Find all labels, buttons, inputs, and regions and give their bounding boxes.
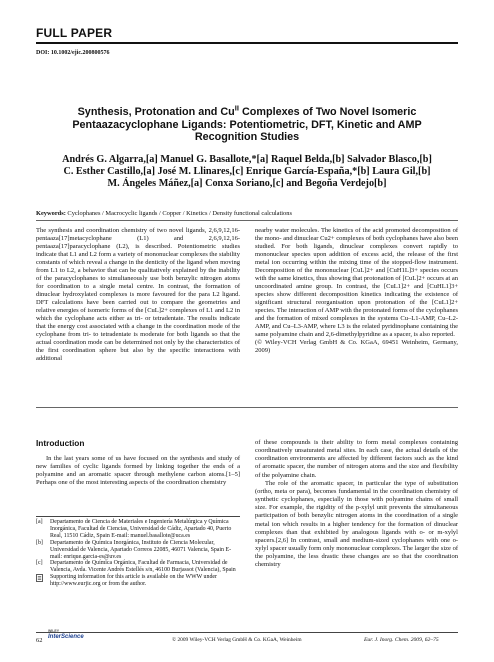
author-list <box>40 154 454 191</box>
section-rule <box>36 407 458 408</box>
intro-paragraph-2: The role of the aromatic spacer, in particular the type of substitution (ortho, meta or para), becomes fundamental in the coordination chemistry of synthetic cyclophanes, especially in those with polyamine chains of small size. For example, the rigidity of the p-xylyl unit prevents the simultaneous participation of both benzylic nitrogen atoms in the coordination of a single metal ion which results in a higher tendency for the formation of dinuclear complexes than that exhibited by analogous ligands with o- or m-xylyl spacers.[2,6] In contrast, small and medium-sized cyclophanes with one o-xylyl spacer usually form only mononuclear complexes. The larger the size of the polyamine, the less drastic these changes are so that the coordination chemistry <box>255 479 458 569</box>
paper-title <box>40 103 454 144</box>
intro-left-column <box>36 455 240 488</box>
keywords-label: Keywords: <box>36 210 66 217</box>
abstract-left-text: The synthesis and coordination chemistry of two novel ligands, 2,6,9,12,16-pentaaza[17]metacyclophane (L1) and 2,6,9,12,16-pentaaza[17]paracyclophane (L2), is described. Potentiometric studies indicate that L1 and L2 form a variety of mononuclear complexes the stability constants of which reveal a change in the denticity of the ligand when moving from L1 to L2, a behavior that can be qualitatively explained by the inability of the paracyclophanes to simultaneously use both benzylic nitrogen atoms for coordination to a single metal centre. In contrast, the formation of dinuclear hydroxylated complexes is more favoured for the para L2 ligand. DFT calculations have been carried out to compare the geometries and relative energies of isomeric forms of the [CuL]2+ complexes of L1 and L2 in which the cyclophane acts either as tri- or tetradentate. The results indicate that the energy cost associated with a change in the coordination mode of the cyclophane from tri- to tetradentate is moderate for both ligands so that the actual coordination mode can be determined not only by the characteristics of the first coordination sphere but also by the specific interactions with additional <box>36 227 240 363</box>
document-icon <box>36 574 43 582</box>
intro-paragraph-1: In the last years some of us have focused on the synthesis and study of new families of cyclic ligands formed by linking together the ends of a polyamine and an aromatic spacer through methylene carbon atoms.[1–5] Perhaps one of the most interesting aspects of the coordination chemistry <box>36 455 240 487</box>
journal-citation: Eur. J. Inorg. Chem. 2009, 62–75 <box>364 637 439 643</box>
interscience-logo: WILEY InterScience <box>48 629 84 640</box>
affiliation-rule <box>36 516 240 517</box>
section-label: FULL PAPER <box>36 26 113 40</box>
authors-line-1: Andrés G. Algarra,[a] Manuel G. Basallote,*[a] Raquel Belda,[b] Salvador Blasco,[b] <box>62 154 432 165</box>
affiliations <box>36 519 240 588</box>
title-line-3: Recognition Studies <box>194 131 300 144</box>
doi: DOI: 10.1002/ejic.200800576 <box>36 50 110 56</box>
footer-copyright: © 2009 Wiley-VCH Verlag GmbH & Co. KGaA, Weinheim <box>172 637 302 643</box>
abstract-left-column <box>36 227 240 363</box>
intro-right-column <box>255 439 458 570</box>
supporting-info-note: Supporting information for this article is available on the WWW under http://www.eurjic.org or from the author. <box>36 574 240 588</box>
page-number: 62 <box>36 637 43 644</box>
abstract-right-text: nearby water molecules. The kinetics of the acid promoted decomposition of the mono- and dinuclear Cu2+ complexes of both cyclophanes have also been studied. For both ligands, dinuclear complexes convert rapidly to mononuclear species upon addition of excess acid, the release of the first metal ion occurring within the mixing time of the stopped-flow instrument. Decomposition of the mononuclear [CuL]2+ and [CuH1L]3+ species occurs with the same kinetics, thus showing that protonation of [CuL]2+ occurs at an uncoordinated amine group. In contrast, the [CuL1]2+ and [CuHL1]3+ species show different decomposition kinetics indicating the existence of significant structural reorganisation upon protonation of the [CuL1]2+ species. The interaction of AMP with the protonated forms of the cyclophanes and the formation of mixed complexes in the systems Cu–L1-AMP, Cu–L2-AMP, and Cu–L3-AMP, where L3 is the related pyridinophane containing the same polyamine chain and 2,6-dimethylpyridine as a spacer, is also reported. <box>255 227 458 339</box>
abstract-copyright: (© Wiley-VCH Verlag GmbH & Co. KGaA, 69451 Weinheim, Germany, 2009) <box>255 339 458 355</box>
title-line-1: Synthesis, Protonation and $Cu^{II}$ Complexes of Two Novel Isomeric <box>77 103 417 118</box>
footer-rule <box>36 632 458 633</box>
keywords-text: Cyclophanes / Macrocyclic ligands / Copper / Kinetics / Density functional calculations <box>65 210 292 217</box>
affiliation-b: [b] Departamento de Química Inorgánica, Instituto de Ciencia Molecular, Universidad de Valencia, Apartado Correos 22085, 46071 Valencia, Spain E-mail: enrique.garcia-es@uv.es <box>36 539 232 560</box>
intro-heading: Introduction <box>36 438 85 448</box>
keywords-rule <box>36 220 458 221</box>
header-rule <box>36 42 458 44</box>
affiliation-a: [a] Departamento de Ciencia de Materiales e Ingeniería Metalúrgica y Química Inorgánica, Facultad de Ciencias, Universidad de Cádiz, Apartado 40, Puerto Real, 11510 Cádiz, Spain E-mail: manuel.basallote@uca.es <box>36 519 232 539</box>
authors-line-2: C. Esther Castillo,[a] José M. Llinares,[c] Enrique García-España,*[b] Laura Gil,[b] <box>63 166 431 178</box>
authors-line-3: M. Ángeles Máñez,[a] Conxa Soriano,[c] and Begoña Verdejo[b] <box>107 178 387 190</box>
keywords <box>36 210 458 217</box>
affiliation-c: [c] Departamento de Química Orgánica, Facultad de Farmacia, Universidad de Valencia, Avda. Vicente Andrés Estellés s/n, 46100 Burjassot (Valencia), Spain <box>36 560 236 574</box>
intro-paragraph-1-cont: of these compounds is their ability to form metal complexes containing coordinatively unsaturated metal sites. In each case, the actual details of the coordination environments are affected by different factors such as the kind of aromatic spacer, the number of nitrogen atoms and the size and flexibility of the polyamine chain. <box>255 439 458 479</box>
title-line-2: Pentaazacyclophane Ligands: Potentiometric, DFT, Kinetic and AMP <box>72 118 422 131</box>
abstract-right-column <box>255 227 458 355</box>
